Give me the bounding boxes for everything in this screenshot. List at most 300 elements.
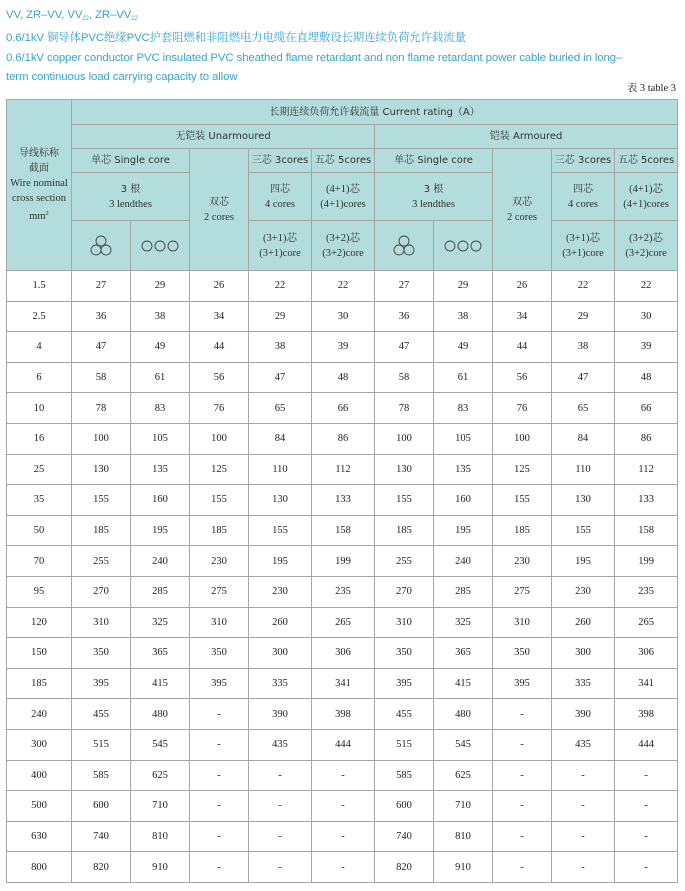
- cell-unarm-5core: 398: [312, 699, 375, 730]
- cell-arm-4core: 195: [552, 546, 615, 577]
- header-five-cores: 五芯 5cores: [615, 149, 678, 173]
- table-row: [7, 485, 678, 516]
- header-three-plus-two: [615, 221, 678, 271]
- cell-arm-5core: -: [615, 760, 678, 791]
- cell-unarm-4core: 29: [249, 301, 312, 332]
- cell-unarm-flat: 160: [131, 485, 190, 516]
- cell-arm-trefoil: 185: [375, 515, 434, 546]
- header-text: 四芯: [573, 183, 593, 195]
- cell-arm-trefoil: 600: [375, 791, 434, 822]
- cell-unarm-flat: 195: [131, 515, 190, 546]
- cell-arm-flat: 29: [434, 271, 493, 302]
- cell-unarm-4core: 130: [249, 485, 312, 516]
- cell-unarm-4core: 230: [249, 576, 312, 607]
- cell-unarm-2core: -: [190, 699, 249, 730]
- cell-unarm-5core: -: [312, 791, 375, 822]
- cell-arm-flat: 810: [434, 821, 493, 852]
- cell-arm-flat: 49: [434, 332, 493, 363]
- cell-arm-trefoil: 255: [375, 546, 434, 577]
- header-three-lengths: [72, 173, 190, 221]
- cell-unarm-flat: 325: [131, 607, 190, 638]
- cell-unarm-2core: -: [190, 729, 249, 760]
- header-text: (4+1)芯: [326, 183, 360, 195]
- cell-arm-2core: -: [493, 729, 552, 760]
- cell-arm-4core: 47: [552, 362, 615, 393]
- cell-cross-section: 16: [7, 423, 72, 454]
- cell-arm-5core: 39: [615, 332, 678, 363]
- cell-unarm-flat: 415: [131, 668, 190, 699]
- cell-unarm-5core: 86: [312, 423, 375, 454]
- header-text: 3 lendthes: [412, 198, 455, 210]
- cell-arm-5core: 235: [615, 576, 678, 607]
- cell-unarm-2core: -: [190, 821, 249, 852]
- models-sub: 22: [82, 16, 89, 22]
- title-en-line2: term continuous load carrying capacity to allow: [6, 71, 238, 84]
- trefoil-cell: [72, 221, 131, 271]
- cell-unarm-2core: 34: [190, 301, 249, 332]
- cell-cross-section: 400: [7, 760, 72, 791]
- cell-arm-trefoil: 155: [375, 485, 434, 516]
- cell-arm-5core: 199: [615, 546, 678, 577]
- cell-arm-2core: 125: [493, 454, 552, 485]
- trefoil-cell: [375, 221, 434, 271]
- cell-unarm-4core: -: [249, 821, 312, 852]
- cell-arm-trefoil: 395: [375, 668, 434, 699]
- header-four-cores: [552, 173, 615, 221]
- cell-arm-5core: 66: [615, 393, 678, 424]
- cell-unarm-2core: 395: [190, 668, 249, 699]
- cell-arm-4core: 29: [552, 301, 615, 332]
- header-text: 双芯: [209, 196, 229, 208]
- cell-arm-4core: 110: [552, 454, 615, 485]
- cell-arm-2core: 310: [493, 607, 552, 638]
- cell-unarm-4core: 155: [249, 515, 312, 546]
- cell-unarm-trefoil: 36: [72, 301, 131, 332]
- cell-arm-flat: 105: [434, 423, 493, 454]
- header-two-cores: [190, 149, 249, 271]
- cell-arm-5core: -: [615, 791, 678, 822]
- cell-arm-flat: 910: [434, 852, 493, 883]
- cell-arm-2core: -: [493, 791, 552, 822]
- cell-cross-section: 50: [7, 515, 72, 546]
- trefoil-icon: [391, 234, 417, 258]
- header-text: (3+1)core: [562, 247, 604, 259]
- cell-unarm-5core: 306: [312, 638, 375, 669]
- cell-arm-4core: 38: [552, 332, 615, 363]
- cell-arm-4core: 22: [552, 271, 615, 302]
- cell-arm-5core: 306: [615, 638, 678, 669]
- cell-unarm-4core: -: [249, 791, 312, 822]
- cell-unarm-5core: 199: [312, 546, 375, 577]
- cell-unarm-2core: 155: [190, 485, 249, 516]
- table-row: [7, 423, 678, 454]
- cell-cross-section: 630: [7, 821, 72, 852]
- cell-unarm-trefoil: 820: [72, 852, 131, 883]
- cell-unarm-5core: 66: [312, 393, 375, 424]
- cell-unarm-flat: 240: [131, 546, 190, 577]
- cell-unarm-5core: 133: [312, 485, 375, 516]
- cell-unarm-5core: -: [312, 821, 375, 852]
- cell-unarm-trefoil: 600: [72, 791, 131, 822]
- cell-arm-2core: 100: [493, 423, 552, 454]
- cell-unarm-5core: 235: [312, 576, 375, 607]
- cell-arm-trefoil: 27: [375, 271, 434, 302]
- cell-unarm-4core: 390: [249, 699, 312, 730]
- cell-arm-flat: 135: [434, 454, 493, 485]
- cell-unarm-flat: 49: [131, 332, 190, 363]
- cell-unarm-5core: -: [312, 760, 375, 791]
- cell-unarm-trefoil: 58: [72, 362, 131, 393]
- cell-cross-section: 300: [7, 729, 72, 760]
- cell-arm-trefoil: 820: [375, 852, 434, 883]
- cell-arm-2core: -: [493, 852, 552, 883]
- cell-unarm-trefoil: 740: [72, 821, 131, 852]
- cell-arm-flat: 545: [434, 729, 493, 760]
- header-text: 3 根: [423, 183, 444, 195]
- cell-arm-4core: -: [552, 821, 615, 852]
- cell-arm-flat: 480: [434, 699, 493, 730]
- cell-unarm-4core: 110: [249, 454, 312, 485]
- cell-unarm-4core: 47: [249, 362, 312, 393]
- cell-unarm-2core: 76: [190, 393, 249, 424]
- cell-arm-4core: 335: [552, 668, 615, 699]
- cell-cross-section: 120: [7, 607, 72, 638]
- cell-arm-4core: -: [552, 791, 615, 822]
- header-four-plus-one: [312, 173, 375, 221]
- cell-arm-2core: 44: [493, 332, 552, 363]
- header-three-plus-two: [312, 221, 375, 271]
- cell-arm-4core: 390: [552, 699, 615, 730]
- cell-arm-2core: 350: [493, 638, 552, 669]
- unit-sup: 2: [45, 210, 49, 217]
- cell-arm-2core: 155: [493, 485, 552, 516]
- cell-unarm-2core: 100: [190, 423, 249, 454]
- flat-formation-icon: [141, 239, 179, 253]
- cell-arm-trefoil: 515: [375, 729, 434, 760]
- cell-unarm-trefoil: 350: [72, 638, 131, 669]
- cell-unarm-5core: 444: [312, 729, 375, 760]
- table-row: [7, 362, 678, 393]
- cell-arm-trefoil: 36: [375, 301, 434, 332]
- cell-arm-4core: 65: [552, 393, 615, 424]
- cell-arm-flat: 415: [434, 668, 493, 699]
- cell-arm-4core: 230: [552, 576, 615, 607]
- cell-unarm-4core: -: [249, 852, 312, 883]
- cell-unarm-5core: 30: [312, 301, 375, 332]
- header-current-rating: 长期连续负荷允许载流量 Current rating（A）: [72, 100, 678, 125]
- header-text: 2 cores: [506, 211, 538, 223]
- cell-unarm-trefoil: 255: [72, 546, 131, 577]
- cell-arm-4core: 130: [552, 485, 615, 516]
- cell-unarm-4core: -: [249, 760, 312, 791]
- header-text: 四芯: [270, 183, 290, 195]
- cell-unarm-flat: 545: [131, 729, 190, 760]
- cell-unarm-5core: -: [312, 852, 375, 883]
- cell-unarm-4core: 195: [249, 546, 312, 577]
- header-three-cores: 三芯 3cores: [249, 149, 312, 173]
- cell-unarm-4core: 335: [249, 668, 312, 699]
- cell-arm-2core: 395: [493, 668, 552, 699]
- cell-unarm-5core: 22: [312, 271, 375, 302]
- cell-cross-section: 1.5: [7, 271, 72, 302]
- cell-arm-flat: 83: [434, 393, 493, 424]
- cell-unarm-2core: -: [190, 760, 249, 791]
- cell-arm-flat: 325: [434, 607, 493, 638]
- cell-arm-trefoil: 58: [375, 362, 434, 393]
- cell-unarm-2core: 275: [190, 576, 249, 607]
- header-four-plus-one: [615, 173, 678, 221]
- cell-unarm-4core: 260: [249, 607, 312, 638]
- table-number: 表 3 table 3: [626, 83, 676, 94]
- header-three-lengths: [375, 173, 493, 221]
- header-single-core: 单芯 Single core: [375, 149, 493, 173]
- cell-arm-4core: -: [552, 852, 615, 883]
- cell-unarm-2core: 230: [190, 546, 249, 577]
- table-row: [7, 454, 678, 485]
- cell-unarm-flat: 810: [131, 821, 190, 852]
- header-text: (4+1)芯: [629, 183, 664, 195]
- cell-arm-trefoil: 270: [375, 576, 434, 607]
- cell-unarm-4core: 300: [249, 638, 312, 669]
- table-row: [7, 668, 678, 699]
- cell-arm-flat: 710: [434, 791, 493, 822]
- header-unit: [7, 206, 71, 224]
- header-text: (3+2)core: [625, 247, 667, 259]
- cell-arm-5core: -: [615, 852, 678, 883]
- header-unarmoured: 无铠装 Unarmoured: [72, 125, 375, 149]
- header-three-plus-one: [249, 221, 312, 271]
- cell-unarm-flat: 105: [131, 423, 190, 454]
- table-row: [7, 332, 678, 363]
- table-row: [7, 638, 678, 669]
- header-armoured: 铠装 Armoured: [375, 125, 678, 149]
- cell-arm-trefoil: 350: [375, 638, 434, 669]
- flat-formation-cell: [434, 221, 493, 271]
- models-sub: 22: [131, 16, 138, 22]
- header-text: 双芯: [512, 196, 532, 208]
- cell-unarm-flat: 285: [131, 576, 190, 607]
- table-row: [7, 393, 678, 424]
- cell-arm-flat: 285: [434, 576, 493, 607]
- cell-arm-flat: 38: [434, 301, 493, 332]
- table-row: [7, 699, 678, 730]
- cell-arm-trefoil: 78: [375, 393, 434, 424]
- table-row: [7, 821, 678, 852]
- header-text: 导线标称: [19, 148, 59, 159]
- table-row: [7, 515, 678, 546]
- cell-unarm-trefoil: 130: [72, 454, 131, 485]
- cell-cross-section: 4: [7, 332, 72, 363]
- cell-arm-2core: -: [493, 699, 552, 730]
- models-text: , ZR–VV: [88, 9, 132, 21]
- cell-arm-2core: 275: [493, 576, 552, 607]
- cell-arm-trefoil: 130: [375, 454, 434, 485]
- cell-unarm-trefoil: 270: [72, 576, 131, 607]
- cell-arm-flat: 195: [434, 515, 493, 546]
- table-row: [7, 791, 678, 822]
- cell-arm-4core: -: [552, 760, 615, 791]
- header-five-cores: 五芯 5cores: [312, 149, 375, 173]
- header-text: 3 根: [120, 183, 141, 195]
- cell-unarm-2core: 125: [190, 454, 249, 485]
- cell-unarm-5core: 48: [312, 362, 375, 393]
- cell-unarm-trefoil: 455: [72, 699, 131, 730]
- table-row: [7, 729, 678, 760]
- cell-cross-section: 70: [7, 546, 72, 577]
- header-text: 4 cores: [264, 198, 296, 210]
- table-row: [7, 852, 678, 883]
- cell-unarm-2core: 350: [190, 638, 249, 669]
- header-three-cores: 三芯 3cores: [552, 149, 615, 173]
- cell-arm-4core: 260: [552, 607, 615, 638]
- table-row: [7, 271, 678, 302]
- cell-unarm-4core: 22: [249, 271, 312, 302]
- cell-unarm-trefoil: 100: [72, 423, 131, 454]
- title-en-line1: 0.6/1kV copper conductor PVC insulated PVC sheathed flame retardant and non flame retardant power cable buried in long–: [6, 51, 623, 64]
- cell-cross-section: 2.5: [7, 301, 72, 332]
- cell-arm-2core: 56: [493, 362, 552, 393]
- cell-unarm-2core: 310: [190, 607, 249, 638]
- header-four-cores: [249, 173, 312, 221]
- cell-unarm-flat: 480: [131, 699, 190, 730]
- table-body: [7, 271, 678, 883]
- cell-arm-5core: -: [615, 821, 678, 852]
- header-text: (3+2)芯: [629, 232, 664, 244]
- unit-text: mm: [29, 211, 46, 222]
- cell-unarm-4core: 65: [249, 393, 312, 424]
- header-text: (3+1)芯: [566, 232, 600, 244]
- cell-arm-trefoil: 585: [375, 760, 434, 791]
- cell-arm-5core: 22: [615, 271, 678, 302]
- cell-unarm-flat: 61: [131, 362, 190, 393]
- header-text: (3+1)core: [259, 247, 301, 259]
- header-wire-cross-section: [7, 100, 72, 271]
- cell-unarm-flat: 365: [131, 638, 190, 669]
- header-text: Wire nominal: [10, 178, 68, 189]
- header-text: (4+1)cores: [623, 198, 669, 210]
- cell-cross-section: 35: [7, 485, 72, 516]
- cell-cross-section: 25: [7, 454, 72, 485]
- cell-arm-5core: 398: [615, 699, 678, 730]
- table-row: [7, 607, 678, 638]
- header-text: 4 cores: [567, 198, 599, 210]
- cell-cross-section: 500: [7, 791, 72, 822]
- cell-cross-section: 95: [7, 576, 72, 607]
- cell-unarm-2core: 26: [190, 271, 249, 302]
- cell-unarm-flat: 625: [131, 760, 190, 791]
- cell-cross-section: 240: [7, 699, 72, 730]
- cell-unarm-trefoil: 78: [72, 393, 131, 424]
- header-text: cross section: [12, 193, 66, 204]
- cell-arm-trefoil: 310: [375, 607, 434, 638]
- cell-unarm-trefoil: 310: [72, 607, 131, 638]
- cell-unarm-2core: 56: [190, 362, 249, 393]
- header-text: (3+1)芯: [263, 232, 297, 244]
- cell-unarm-4core: 38: [249, 332, 312, 363]
- cell-arm-2core: 34: [493, 301, 552, 332]
- cell-arm-flat: 625: [434, 760, 493, 791]
- cell-unarm-5core: 265: [312, 607, 375, 638]
- current-rating-table: [6, 99, 678, 883]
- cell-arm-trefoil: 455: [375, 699, 434, 730]
- cell-cross-section: 185: [7, 668, 72, 699]
- cell-unarm-2core: -: [190, 791, 249, 822]
- cell-arm-2core: 185: [493, 515, 552, 546]
- table-row: [7, 301, 678, 332]
- header-text: (3+2)芯: [326, 232, 360, 244]
- cell-unarm-flat: 38: [131, 301, 190, 332]
- header-text: 截面: [29, 163, 49, 174]
- models-text: VV, ZR–VV, VV: [6, 9, 83, 21]
- cell-unarm-2core: 44: [190, 332, 249, 363]
- cell-arm-trefoil: 740: [375, 821, 434, 852]
- flat-formation-icon: [444, 239, 482, 253]
- cell-arm-2core: 230: [493, 546, 552, 577]
- cell-unarm-2core: -: [190, 852, 249, 883]
- trefoil-icon: [88, 234, 114, 258]
- cell-arm-5core: 341: [615, 668, 678, 699]
- cell-arm-2core: 26: [493, 271, 552, 302]
- cell-unarm-5core: 341: [312, 668, 375, 699]
- cell-arm-4core: 84: [552, 423, 615, 454]
- cell-arm-trefoil: 47: [375, 332, 434, 363]
- table-row: [7, 546, 678, 577]
- cell-arm-2core: -: [493, 821, 552, 852]
- cell-arm-5core: 86: [615, 423, 678, 454]
- cell-arm-4core: 155: [552, 515, 615, 546]
- cell-cross-section: 150: [7, 638, 72, 669]
- cell-arm-5core: 133: [615, 485, 678, 516]
- flat-formation-cell: [131, 221, 190, 271]
- cell-arm-5core: 30: [615, 301, 678, 332]
- header-text: (4+1)cores: [320, 198, 366, 210]
- cell-arm-2core: -: [493, 760, 552, 791]
- header-text: (3+2)core: [322, 247, 364, 259]
- cell-unarm-4core: 84: [249, 423, 312, 454]
- cell-unarm-trefoil: 585: [72, 760, 131, 791]
- cell-unarm-flat: 83: [131, 393, 190, 424]
- title-cn: 0.6/1kV 铜导体PVC绝缘PVC护套阻燃和非阻燃电力电缆在直埋敷设长期连续负荷允许载流量: [6, 32, 466, 45]
- cell-unarm-trefoil: 395: [72, 668, 131, 699]
- cell-cross-section: 10: [7, 393, 72, 424]
- header-three-plus-one: [552, 221, 615, 271]
- cell-arm-4core: 435: [552, 729, 615, 760]
- header-single-core: 单芯 Single core: [72, 149, 190, 173]
- cell-arm-flat: 61: [434, 362, 493, 393]
- cell-arm-flat: 160: [434, 485, 493, 516]
- cell-arm-5core: 158: [615, 515, 678, 546]
- cell-arm-trefoil: 100: [375, 423, 434, 454]
- intro-block: [6, 0, 678, 88]
- cell-unarm-flat: 710: [131, 791, 190, 822]
- cell-unarm-trefoil: 47: [72, 332, 131, 363]
- cell-arm-4core: 300: [552, 638, 615, 669]
- cell-unarm-flat: 135: [131, 454, 190, 485]
- cell-unarm-trefoil: 515: [72, 729, 131, 760]
- cell-arm-5core: 48: [615, 362, 678, 393]
- table-row: [7, 576, 678, 607]
- cell-arm-5core: 444: [615, 729, 678, 760]
- header-two-cores: [493, 149, 552, 271]
- cell-unarm-flat: 29: [131, 271, 190, 302]
- cell-cross-section: 800: [7, 852, 72, 883]
- cell-arm-5core: 112: [615, 454, 678, 485]
- cable-models: [6, 0, 678, 29]
- cell-unarm-trefoil: 185: [72, 515, 131, 546]
- cell-arm-flat: 365: [434, 638, 493, 669]
- cell-arm-5core: 265: [615, 607, 678, 638]
- table-row: [7, 760, 678, 791]
